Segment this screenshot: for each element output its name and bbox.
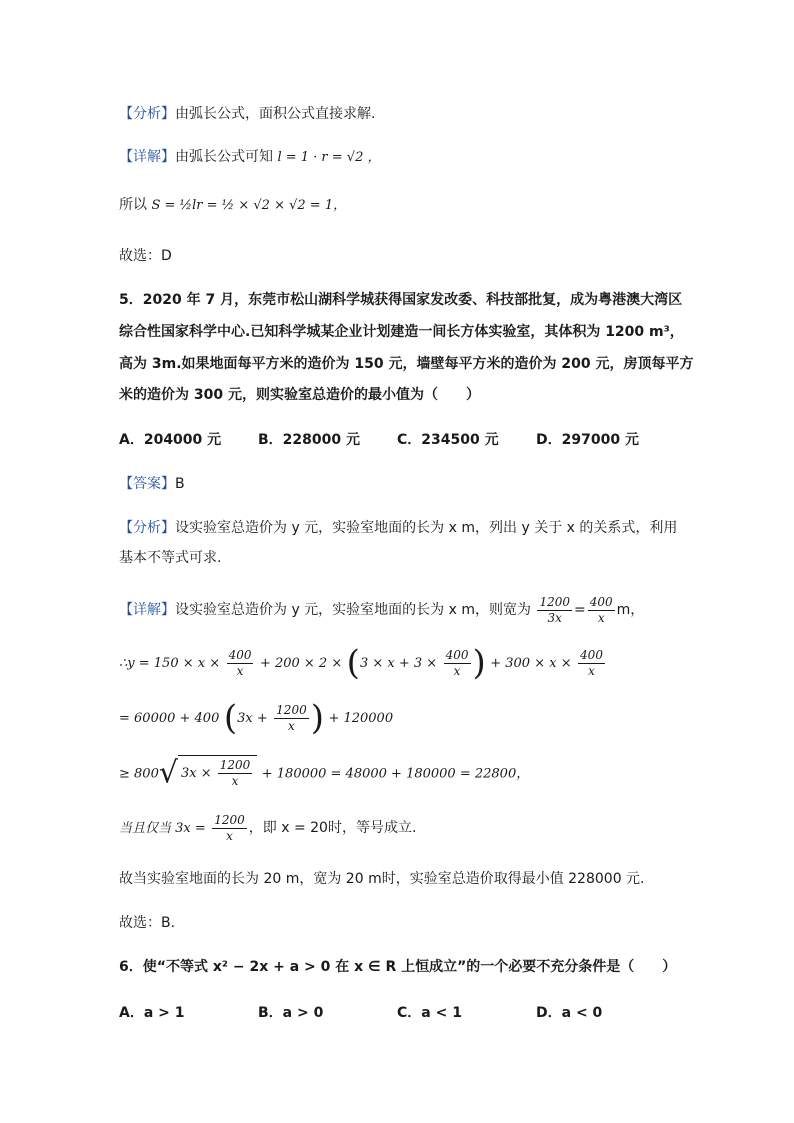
q5-conclusion: 故当实验室地面的长为 20 m，宽为 20 m时，实验室总造价取得最小值 228000 元. [119, 871, 645, 887]
q5-stem-line4: 米的造价为 300 元，则实验室总造价的最小值为（ ） [119, 387, 480, 403]
q5-analysis-line2: 基本不等式可求. [119, 550, 222, 566]
q5-stem-line2: 综合性国家科学中心.已知科学城某企业计划建造一间长方体实验室，其体积为 1200 m³， [119, 324, 684, 340]
answer-text: B [175, 476, 185, 492]
detail-text: 由弧长公式可知 [175, 149, 273, 165]
q5-equation-1: ∴y = 150 × x × $\frac{400}{x}$ + 200 × 2 × (3 × x + 3 × $\frac{400}{x}$ ) + 300 × x × $\frac{400}{x}$ [119, 643, 603, 683]
q5-equation-3: ≥ 800√ 3x × $\frac{1200}{x}$ + 180000 = 48000 + 180000 = 22800， [119, 755, 530, 791]
detail-tag: 【详解】 [119, 149, 175, 165]
fraction-1200-over-x: $\frac{1200}{x}$ [276, 702, 307, 733]
q5-stem-line1: 5．2020 年 7 月，东莞市松山湖科学城获得国家发改委、科技部批复，成为粤港澳大湾区 [119, 292, 683, 308]
q5-choose: 故选：B. [119, 915, 176, 931]
q5-option-c: C．234500 元 [397, 432, 499, 448]
fraction-400-over-x: $\frac{400}{x}$ [228, 647, 252, 678]
q4-area-formula [119, 195, 346, 216]
q5-equation-2: = 60000 + 400 (3x + $\frac{1200}{x}$ ) + 120000 [119, 698, 394, 738]
q5-stem-line3: 高为 3m.如果地面每平方米的造价为 150 元，墙壁每平方米的造价为 200 元，房顶每平方 [119, 356, 694, 372]
analysis-text: 由弧长公式，面积公式直接求解. [175, 106, 376, 122]
fraction-400-over-x: $\frac{400}{x}$ [580, 647, 603, 678]
analysis-tag: 【分析】 [119, 106, 175, 122]
area-math: S = ½lr = ½ × √2 × √2 = 1， [151, 198, 347, 213]
answer-tag: 【答案】 [119, 476, 175, 492]
q5-answer [119, 474, 185, 494]
fraction-400-over-x: $\frac{400}{x}$ [589, 594, 613, 625]
q5-option-d: D．297000 元 [536, 432, 639, 448]
q6-option-c: C．a < 1 [397, 1005, 462, 1021]
q5-equality-condition: 当且仅当 3x = $\frac{1200}{x}$ ，即 x = 20时，等号成立. [119, 812, 417, 843]
q6-option-d: D．a < 0 [536, 1005, 603, 1021]
left-paren: ( [223, 698, 238, 738]
analysis-tag: 【分析】 [119, 520, 175, 536]
detail-tag: 【详解】 [119, 602, 175, 618]
left-paren: ( [346, 643, 360, 683]
fraction-400-over-x: $\frac{400}{x}$ [445, 647, 469, 678]
analysis-text: 设实验室总造价为 y 元，实验室地面的长为 x m，列出 y 关于 x 的关系式，利用 [175, 520, 678, 536]
detail-text: 设实验室总造价为 y 元，实验室地面的长为 x m，则宽为 [175, 602, 532, 618]
q6-option-a: A．a > 1 [119, 1005, 185, 1021]
q4-analysis [119, 104, 375, 124]
q4-choose: 故选：D [119, 248, 172, 264]
q5-detail-line1: 【详解】设实验室总造价为 y 元，实验室地面的长为 x m，则宽为 $\frac{1200}{3x}$ = $\frac{400}{x}$ m， [119, 594, 645, 625]
right-paren: ) [472, 643, 486, 683]
q6-option-b: B．a > 0 [258, 1005, 324, 1021]
q5-option-a: A．204000 元 [119, 432, 222, 448]
right-paren: ) [310, 698, 324, 738]
square-root: √ 3x × $\frac{1200}{x}$ [159, 755, 257, 792]
q5-analysis-line1 [119, 518, 677, 538]
detail-math: l = 1 · r = √2 ， [277, 150, 381, 165]
q5-option-b: B．228000 元 [258, 432, 360, 448]
so-prefix: 所以 [119, 197, 147, 213]
q4-detail [119, 147, 381, 168]
fraction-1200-over-x: $\frac{1200}{x}$ [214, 812, 245, 843]
q6-stem: 6．使“不等式 x² − 2x + a > 0 在 x ∈ R 上恒成立”的一个必要不充分条件是（ ） [119, 959, 677, 975]
fraction-1200-over-3x: $\frac{1200}{3x}$ [539, 594, 571, 625]
